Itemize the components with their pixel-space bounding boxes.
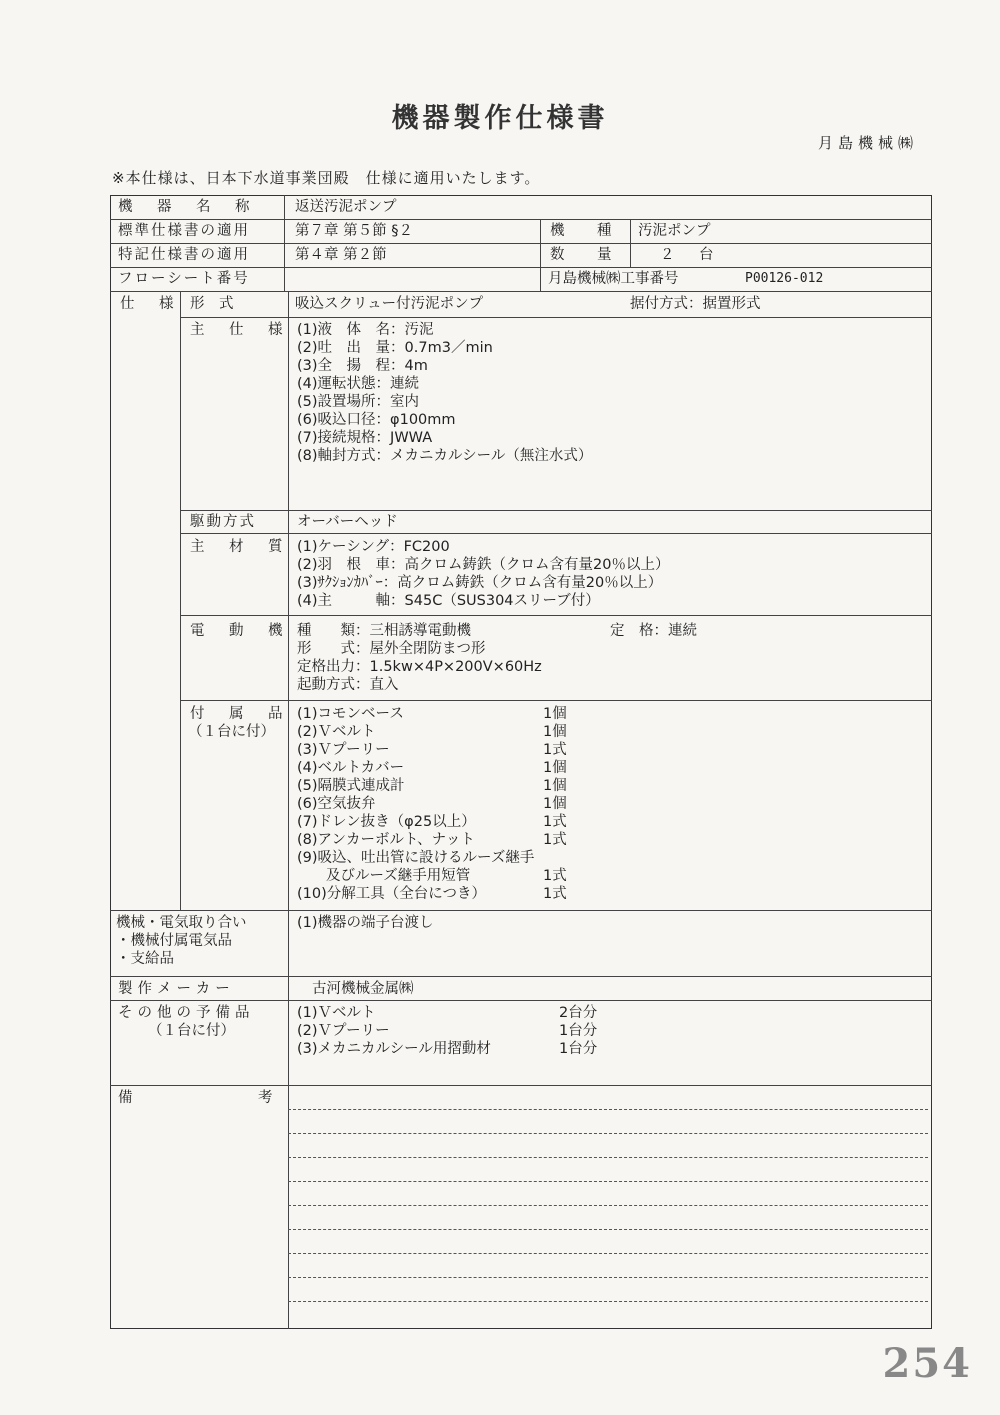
accessory-qty: 1式 [543,832,567,848]
remarks-line [288,1277,928,1278]
spare-qty: 1台分 [559,1041,598,1057]
work-number-value: P00126-012 [745,271,824,286]
maker-value: 古河機械金属㈱ [312,981,414,997]
main-spec-line: (8)軸封方式：メカニカルシール（無注水式） [297,448,593,464]
motor-list [297,622,542,694]
main-spec-line: (3)全 揚 程：4m [297,358,428,374]
accessory-name: (4)ベルトカバー [297,760,405,776]
spares-sublabel: （１台に付） [148,1023,235,1039]
motor-line: 起動方式：直入 [297,677,399,693]
accessory-name: (9)吸込、吐出管に設けるルーズ継手 [297,850,535,866]
page-number: 254 [882,1340,972,1387]
accessory-name: (2)Ｖベルト [297,724,376,740]
work-number-label: 月島機械㈱工事番号 [548,271,679,287]
main-spec-line: (1)液 体 名：汚泥 [297,322,434,338]
accessories-sublabel: （１台に付） [188,724,275,740]
row-divider [180,700,932,701]
accessory-qty: 1個 [543,724,567,740]
type-value: 吸込スクリュー付汚泥ポンプ [295,296,484,312]
accessory-name: (5)隔膜式連成計 [297,778,405,794]
special-spec-label: 特記仕様書の適用 [118,247,250,263]
spare-qty: 1台分 [559,1023,598,1039]
accessory-item [297,849,567,867]
accessory-qty: 1式 [543,886,567,902]
spare-qty: 2台分 [559,1005,598,1021]
row-divider [110,976,932,977]
row-divider [180,615,932,616]
remarks-line [288,1253,928,1254]
equipment-name-label: 機 器 名 称 [118,199,255,215]
accessories-label: 付 属 品 [190,706,288,722]
accessory-name: (3)Ｖプーリー [297,742,390,758]
spare-item [297,1022,597,1040]
standard-spec-value: 第７章 第５節 §２ [295,223,413,239]
spec-section-label: 仕 様 [120,296,179,312]
main-spec-label: 主 仕 様 [190,322,288,338]
spares-list [297,1004,597,1058]
spare-item [297,1040,597,1058]
quantity-label: 数 量 [550,247,621,263]
accessory-name: (1)コモンベース [297,706,404,722]
remarks-line [288,1229,928,1230]
spare-item [297,1004,597,1022]
applicability-note: ※本仕様は、日本下水道事業団殿 仕様に適用いたします。 [112,169,541,187]
interface-label [116,914,247,968]
row-divider [110,1000,932,1001]
accessory-item [297,723,567,741]
install-method: 据付方式：据置形式 [630,296,761,312]
material-line: (3)ｻｸｼｮﾝｶﾊﾞｰ：高クロム鋳鉄（クロム含有量20％以上） [297,575,663,591]
model-label: 機 種 [550,223,621,239]
accessory-name: (7)ドレン抜き（φ25以上） [297,814,476,830]
accessory-qty: 1個 [543,706,567,722]
standard-spec-label: 標準仕様書の適用 [118,223,250,239]
material-line: (2)羽 根 車：高クロム鋳鉄（クロム含有量20％以上） [297,557,670,573]
motor-label: 電 動 機 [190,623,288,639]
motor-line: 種 類：三相誘導電動機 [297,623,471,639]
remarks-label-right: 考 [258,1090,273,1106]
equipment-name-value: 返送汚泥ポンプ [295,199,397,215]
accessory-qty: 1個 [543,796,567,812]
model-value: 汚泥ポンプ [638,223,711,239]
quantity-value: ２ 台 [660,247,719,263]
remarks-line [288,1157,928,1158]
type-label: 形 式 [190,296,234,312]
accessory-qty: 1個 [543,760,567,776]
remarks-label-left: 備 [118,1090,133,1106]
interface-label-line: 機械・電気取り合い [116,915,247,931]
column-divider [540,219,541,291]
maker-label: 製作メーカー [118,981,235,997]
main-spec-line: (6)吸込口径：φ100mm [297,412,456,428]
main-spec-line: (7)接続規格：JWWA [297,430,433,446]
remarks-line [288,1181,928,1182]
accessory-item [297,705,567,723]
drive-label: 駆動方式 [190,514,256,530]
accessory-item [297,867,567,885]
accessory-item [297,759,567,777]
row-divider [110,910,932,911]
document-title: 機器製作仕様書 [391,103,609,134]
material-line: (1)ケーシング：FC200 [297,539,450,555]
row-divider [110,243,932,244]
spare-name: (2)Ｖプーリー [297,1023,390,1039]
main-spec-list [297,321,592,465]
accessory-item [297,885,567,903]
row-divider [180,533,932,534]
accessory-name: (10)分解工具（全台につき） [297,886,486,902]
accessory-item [297,777,567,795]
spare-name: (1)Ｖベルト [297,1005,376,1021]
accessory-item [297,831,567,849]
row-divider [110,1085,932,1086]
interface-value: (1)機器の端子台渡し [297,915,434,931]
main-spec-line: (5)設置場所：室内 [297,394,420,410]
company-name: 月島機械㈱ [817,134,918,152]
remarks-line [288,1301,928,1302]
accessories-list [297,705,567,903]
remarks-line [288,1109,928,1110]
accessory-item [297,795,567,813]
accessory-item [297,741,567,759]
spare-name: (3)メカニカルシール用摺動材 [297,1041,491,1057]
spares-label: その他の予備品 [118,1005,255,1021]
row-divider [110,219,932,220]
accessory-qty: 1個 [543,778,567,794]
column-divider [288,291,289,1329]
motor-line: 定格出力：1.5kw×4P×200V×60Hz [297,659,542,675]
interface-label-line: ・機械付属電気品 [116,933,232,949]
column-divider [180,291,181,910]
flowsheet-label: フローシート番号 [118,271,250,287]
accessory-qty: 1式 [543,742,567,758]
accessory-name: (8)アンカーボルト、ナット [297,832,475,848]
drive-value: オーバーヘッド [297,514,398,530]
accessory-name: 及びルーズ継手用短管 [297,868,471,884]
special-spec-value: 第４章 第２節 [295,247,387,263]
row-divider [110,267,932,268]
interface-label-line: ・支給品 [116,951,174,967]
motor-line: 形 式：屋外全閉防まつ形 [297,641,486,657]
row-divider [180,317,932,318]
accessory-item [297,813,567,831]
main-spec-line: (2)吐 出 量：0.7m3／min [297,340,493,356]
column-divider [630,219,631,267]
accessory-qty: 1式 [543,868,567,884]
accessory-name: (6)空気抜弁 [297,796,376,812]
main-spec-line: (4)運転状態：連続 [297,376,420,392]
remarks-line [288,1205,928,1206]
remarks-line [288,1133,928,1134]
accessory-qty: 1式 [543,814,567,830]
column-divider [284,195,285,291]
row-divider [110,291,932,292]
material-label: 主 材 質 [190,539,288,555]
motor-rating: 定 格：連続 [610,623,697,639]
material-line: (4)主 軸：S45C（SUS304スリーブ付） [297,593,600,609]
material-list [297,538,670,610]
row-divider [180,510,932,511]
